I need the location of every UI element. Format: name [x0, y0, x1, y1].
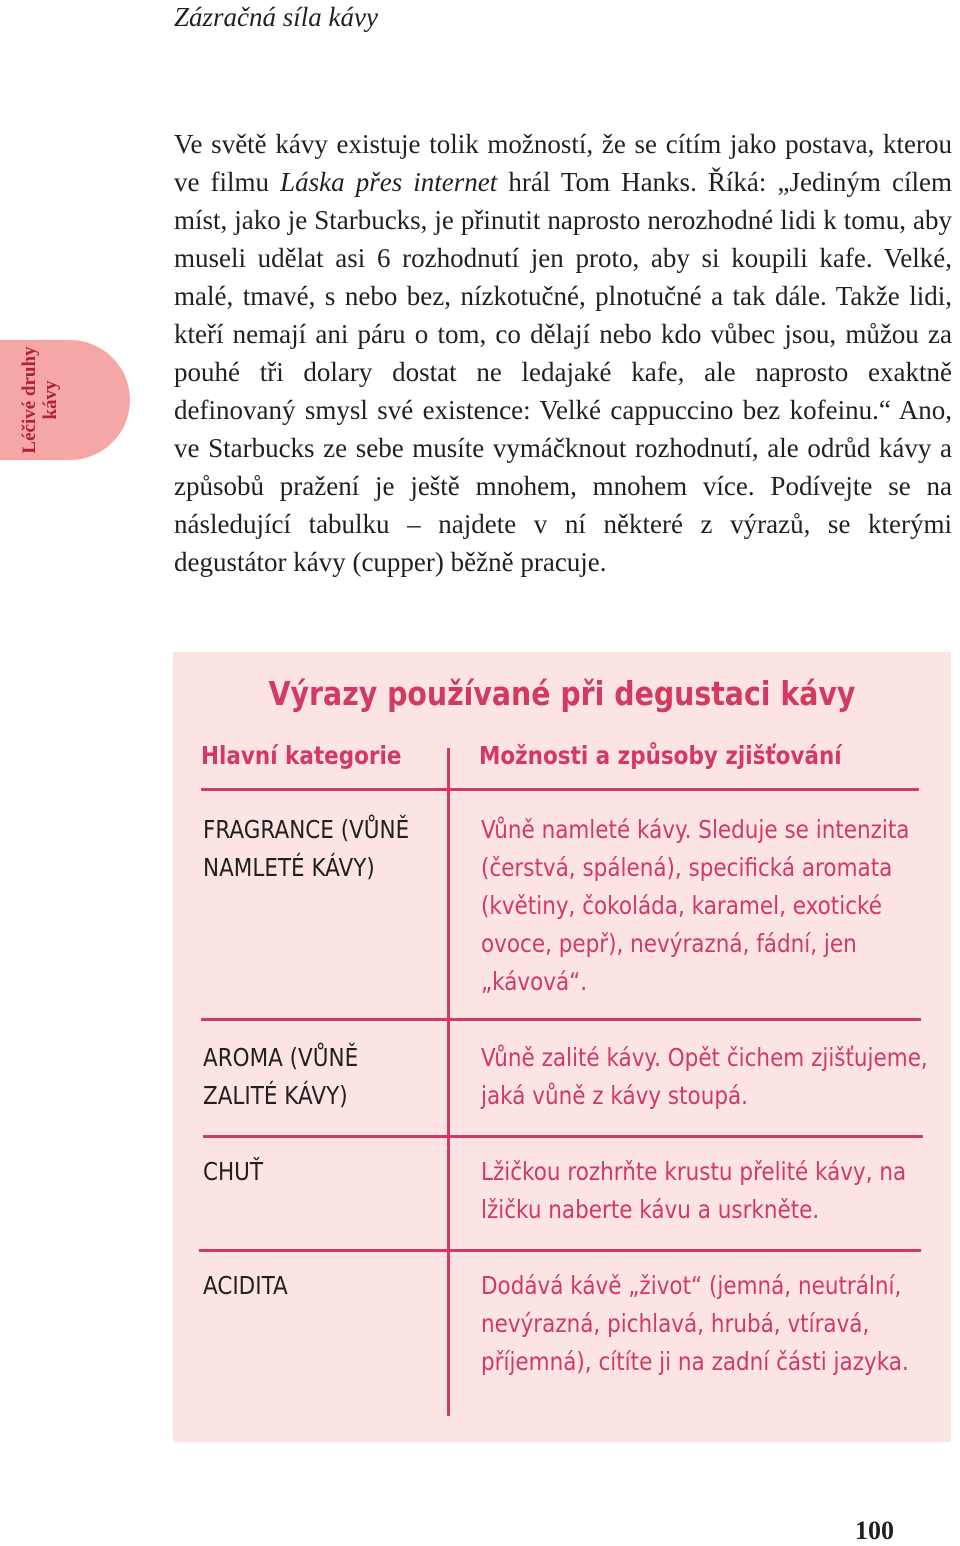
header-rule	[201, 788, 919, 791]
page-number: 100	[855, 1516, 894, 1545]
row-rule	[199, 1249, 921, 1252]
row-category: AROMA (VŮNĚ ZALITÉ KÁVY)	[203, 1043, 359, 1110]
chapter-tab-label	[19, 346, 61, 453]
row-description: Dodává kávě „život“ (jemná, neutrální, nevýrazná, pichlavá, hrubá, vtíravá, příjemná), cítíte ji na zadní části jazyka.	[481, 1271, 909, 1376]
row-description: Lžičkou rozhrňte krustu přelité kávy, na lžičku naberte kávu a usrkněte.	[481, 1157, 907, 1224]
column-header-methods: Možnosti a způsoby zjišťování	[479, 741, 842, 770]
row-rule	[203, 1135, 923, 1138]
row-description: Vůně zalité kávy. Opět čichem zjišťujeme, jaká vůně z kávy stoupá.	[481, 1043, 928, 1110]
chapter-tab-line-2: kávy	[40, 380, 61, 420]
table-title: Výrazy používané při degustaci kávy	[268, 674, 856, 713]
row-category: ACIDITA	[203, 1271, 288, 1300]
column-header-category: Hlavní kategorie	[201, 741, 402, 770]
body-text-rest: hrál Tom Hanks. Říká: „Jediným cílem míst, jako je Starbucks, je přinutit naprosto nerozhodné lidi k tomu, aby museli udělat asi 6 rozhodnutí jen proto, aby si koupili kafe. Velké, malé, tmavé, s nebo bez, nízkotučné, plnotučné a tak dále. Takže lidi, kteří nemají ani páru o tom, co dělají nebo kdo vůbec jsou, můžou za pouhé tři dolary dostat ne ledajaké kafe, ale naprosto exaktně definovaný smysl své existence: Velké cappuccino bez kofeinu.“ Ano, ve Starbucks ze sebe musíte vymáčknout rozhodnutí, ale odrůd kávy a způsobů pražení je ještě mnohem, mnohem více. Podívejte se na následující tabulku – najdete v ní některé z výrazů, se kterými degustátor kávy (cupper) běžně pracuje.	[174, 167, 952, 577]
tasting-terms-box	[173, 652, 951, 1442]
row-category: FRAGRANCE (VŮNĚ NAMLETÉ KÁVY)	[203, 815, 410, 882]
row-category: CHUŤ	[203, 1157, 264, 1186]
chapter-tab-line-1: Léčivé druhy	[19, 346, 40, 454]
running-head: Zázračná síla kávy	[174, 2, 378, 32]
body-text-start: Ve světě kávy existuje tolik možností, že se cítím jako postava, kterou ve filmu	[174, 129, 952, 197]
body-paragraph	[174, 125, 952, 581]
row-description: Vůně namleté kávy. Sleduje se intenzita (čerstvá, spálená), specifická aromata (květiny, čokoláda, karamel, exotické ovoce, pepř), nevýrazná, fádní, jen „kávová“.	[481, 815, 910, 996]
column-divider	[447, 748, 450, 1416]
row-rule	[201, 1018, 921, 1021]
film-title: Láska přes internet	[280, 167, 498, 197]
